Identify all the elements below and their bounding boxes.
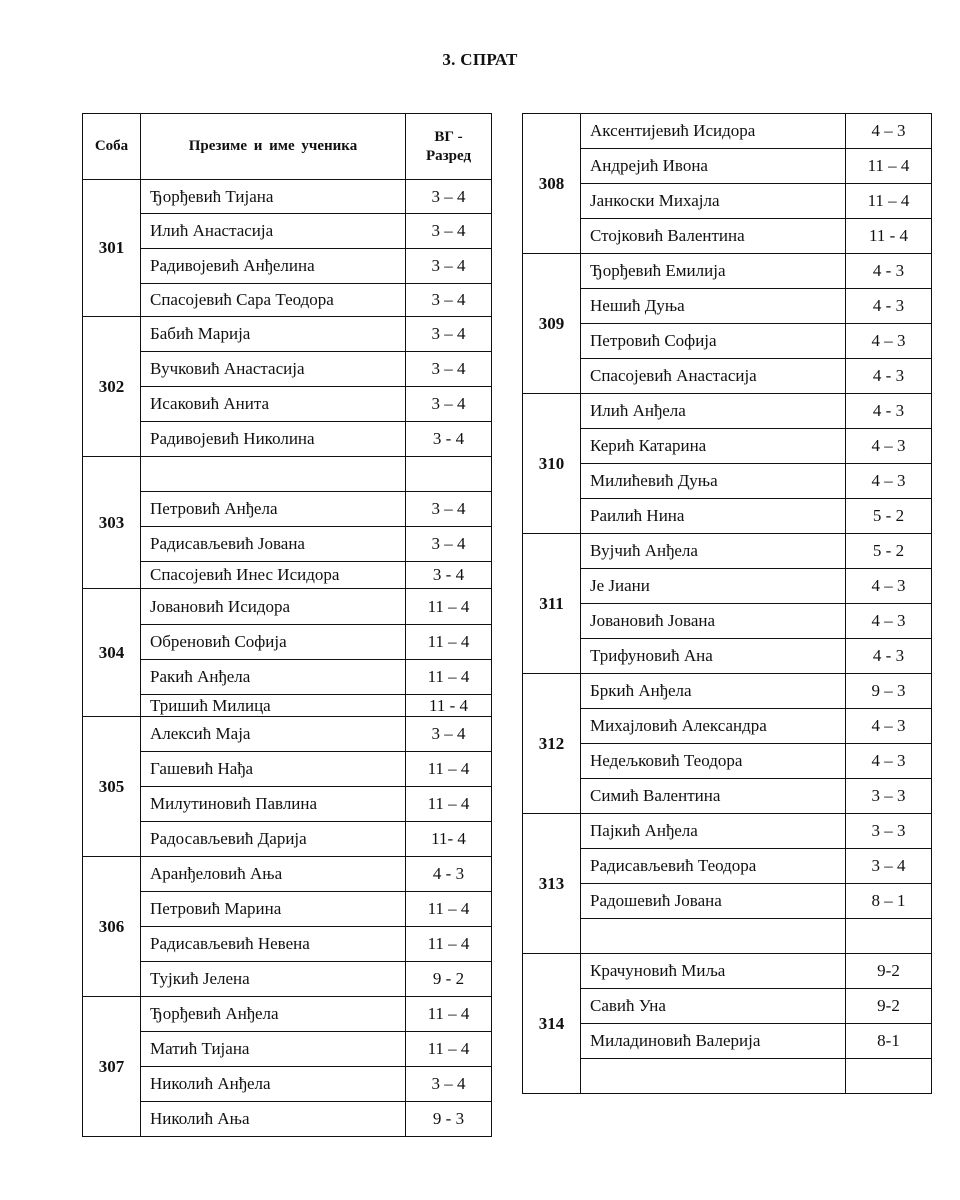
student-name: Гашевић Нађа bbox=[141, 752, 406, 787]
room-number-306: 306 bbox=[83, 857, 141, 997]
room-number-304: 304 bbox=[83, 589, 141, 717]
table-row bbox=[523, 569, 932, 604]
student-grade: 11 – 4 bbox=[406, 625, 492, 660]
table-row bbox=[83, 317, 492, 352]
student-name: Радошевић Јована bbox=[581, 884, 846, 919]
table-row bbox=[83, 1032, 492, 1067]
student-grade: 9-2 bbox=[846, 989, 932, 1024]
student-name: Бабић Марија bbox=[141, 317, 406, 352]
student-name: Ђорђевић Тијана bbox=[141, 180, 406, 214]
student-grade: 4 – 3 bbox=[846, 324, 932, 359]
student-name: Николић Анђела bbox=[141, 1067, 406, 1102]
table-row bbox=[523, 114, 932, 149]
student-grade: 4 – 3 bbox=[846, 569, 932, 604]
student-name bbox=[141, 457, 406, 492]
student-grade: 11 - 4 bbox=[846, 219, 932, 254]
table-row bbox=[83, 249, 492, 284]
table-row bbox=[523, 254, 932, 289]
table-row bbox=[523, 499, 932, 534]
student-name: Вујчић Анђела bbox=[581, 534, 846, 569]
student-grade: 4 - 3 bbox=[846, 289, 932, 324]
table-row bbox=[83, 422, 492, 457]
table-row bbox=[523, 149, 932, 184]
table-row bbox=[83, 527, 492, 562]
table-row bbox=[523, 359, 932, 394]
table-row bbox=[83, 387, 492, 422]
student-name: Николић Ања bbox=[141, 1102, 406, 1137]
table-row bbox=[523, 219, 932, 254]
student-grade: 3 – 4 bbox=[406, 214, 492, 249]
student-grade bbox=[406, 457, 492, 492]
student-grade: 9 - 3 bbox=[406, 1102, 492, 1137]
student-grade: 4 – 3 bbox=[846, 744, 932, 779]
student-grade: 3 – 4 bbox=[406, 492, 492, 527]
student-grade: 9 – 3 bbox=[846, 674, 932, 709]
room-number-303: 303 bbox=[83, 457, 141, 589]
student-grade: 8-1 bbox=[846, 1024, 932, 1059]
student-grade: 5 - 2 bbox=[846, 534, 932, 569]
student-name: Пајкић Анђела bbox=[581, 814, 846, 849]
table-row bbox=[523, 534, 932, 569]
student-grade: 4 - 3 bbox=[846, 254, 932, 289]
table-row bbox=[83, 892, 492, 927]
table-row bbox=[83, 589, 492, 625]
table-row bbox=[83, 284, 492, 317]
table-row bbox=[83, 997, 492, 1032]
student-grade: 3 – 4 bbox=[406, 352, 492, 387]
student-grade: 11 – 4 bbox=[406, 997, 492, 1032]
student-name: Милићевић Дуња bbox=[581, 464, 846, 499]
student-grade: 11 – 4 bbox=[406, 1032, 492, 1067]
student-name: Јанкоски Михајла bbox=[581, 184, 846, 219]
student-name: Радивојевић Николина bbox=[141, 422, 406, 457]
student-grade: 4 - 3 bbox=[846, 359, 932, 394]
student-name: Спасојевић Анастасија bbox=[581, 359, 846, 394]
student-grade: 11 – 4 bbox=[406, 927, 492, 962]
student-grade: 11 – 4 bbox=[406, 660, 492, 695]
student-grade: 3 – 4 bbox=[406, 180, 492, 214]
student-name: Ђорђевић Анђела bbox=[141, 997, 406, 1032]
student-name: Савић Уна bbox=[581, 989, 846, 1024]
table-row bbox=[83, 1067, 492, 1102]
student-name: Јовановић Јована bbox=[581, 604, 846, 639]
student-grade: 3 – 3 bbox=[846, 779, 932, 814]
student-name: Матић Тијана bbox=[141, 1032, 406, 1067]
table-row bbox=[523, 849, 932, 884]
student-name: Недељковић Теодора bbox=[581, 744, 846, 779]
table-row bbox=[83, 927, 492, 962]
table-row bbox=[83, 717, 492, 752]
student-name: Керић Катарина bbox=[581, 429, 846, 464]
student-grade: 3 – 4 bbox=[846, 849, 932, 884]
student-name: Трифуновић Ана bbox=[581, 639, 846, 674]
student-grade: 4 - 3 bbox=[406, 857, 492, 892]
student-name: Раилић Нина bbox=[581, 499, 846, 534]
room-number-313: 313 bbox=[523, 814, 581, 954]
student-name: Крачуновић Миља bbox=[581, 954, 846, 989]
student-grade: 3 - 4 bbox=[406, 422, 492, 457]
student-name: Илић Анастасија bbox=[141, 214, 406, 249]
table-row bbox=[83, 695, 492, 717]
table-row bbox=[83, 457, 492, 492]
table-row bbox=[523, 919, 932, 954]
table-row bbox=[523, 744, 932, 779]
student-name: Јовановић Исидора bbox=[141, 589, 406, 625]
student-name: Аксентијевић Исидора bbox=[581, 114, 846, 149]
student-grade: 11 – 4 bbox=[406, 892, 492, 927]
header-room: Соба bbox=[83, 114, 141, 180]
table-row bbox=[523, 604, 932, 639]
table-row bbox=[523, 464, 932, 499]
student-name: Петровић Анђела bbox=[141, 492, 406, 527]
room-number-302: 302 bbox=[83, 317, 141, 457]
student-name: Спасојевић Сара Теодора bbox=[141, 284, 406, 317]
student-grade: 11 – 4 bbox=[846, 149, 932, 184]
table-row bbox=[83, 352, 492, 387]
table-row bbox=[523, 779, 932, 814]
student-name: Миладиновић Валерија bbox=[581, 1024, 846, 1059]
student-name: Вучковић Анастасија bbox=[141, 352, 406, 387]
student-name: Спасојевић Инес Исидора bbox=[141, 562, 406, 589]
room-table-left bbox=[82, 113, 492, 1137]
student-grade: 4 - 3 bbox=[846, 394, 932, 429]
student-name: Радосављевић Дарија bbox=[141, 822, 406, 857]
table-row bbox=[523, 1024, 932, 1059]
room-number-314: 314 bbox=[523, 954, 581, 1094]
student-name: Петровић Марина bbox=[141, 892, 406, 927]
student-name: Тришић Милица bbox=[141, 695, 406, 717]
student-grade: 4 – 3 bbox=[846, 464, 932, 499]
table-row bbox=[83, 492, 492, 527]
student-name: Симић Валентина bbox=[581, 779, 846, 814]
room-number-312: 312 bbox=[523, 674, 581, 814]
student-grade: 11 – 4 bbox=[406, 752, 492, 787]
student-grade: 11 - 4 bbox=[406, 695, 492, 717]
table-header-row bbox=[83, 114, 492, 180]
table-row bbox=[523, 429, 932, 464]
table-row bbox=[523, 814, 932, 849]
room-number-310: 310 bbox=[523, 394, 581, 534]
student-name: Ђорђевић Емилија bbox=[581, 254, 846, 289]
room-number-301: 301 bbox=[83, 180, 141, 317]
room-number-311: 311 bbox=[523, 534, 581, 674]
header-grade: ВГ - Разред bbox=[406, 114, 492, 180]
room-number-307: 307 bbox=[83, 997, 141, 1137]
student-grade bbox=[846, 919, 932, 954]
table-row bbox=[523, 884, 932, 919]
student-grade: 3 – 4 bbox=[406, 527, 492, 562]
student-grade: 4 – 3 bbox=[846, 709, 932, 744]
table-row bbox=[83, 1102, 492, 1137]
student-grade: 3 – 4 bbox=[406, 717, 492, 752]
table-row bbox=[83, 787, 492, 822]
room-number-309: 309 bbox=[523, 254, 581, 394]
table-row bbox=[83, 562, 492, 589]
student-grade: 3 – 4 bbox=[406, 284, 492, 317]
table-row bbox=[83, 214, 492, 249]
student-name: Стојковић Валентина bbox=[581, 219, 846, 254]
table-row bbox=[523, 184, 932, 219]
student-grade: 5 - 2 bbox=[846, 499, 932, 534]
student-grade: 4 – 3 bbox=[846, 114, 932, 149]
student-name: Алексић Маја bbox=[141, 717, 406, 752]
table-row bbox=[83, 752, 492, 787]
student-name: Радисављевић Невена bbox=[141, 927, 406, 962]
student-grade: 4 – 3 bbox=[846, 604, 932, 639]
student-name: Нешић Дуња bbox=[581, 289, 846, 324]
student-name: Бркић Анђела bbox=[581, 674, 846, 709]
student-grade: 11 – 4 bbox=[406, 589, 492, 625]
student-grade: 3 – 4 bbox=[406, 387, 492, 422]
student-name: Аранђеловић Ања bbox=[141, 857, 406, 892]
table-row bbox=[523, 989, 932, 1024]
student-grade: 11 – 4 bbox=[846, 184, 932, 219]
student-name: Исаковић Анита bbox=[141, 387, 406, 422]
table-row bbox=[83, 857, 492, 892]
student-name: Петровић Софија bbox=[581, 324, 846, 359]
table-row bbox=[83, 625, 492, 660]
student-name: Радивојевић Анђелина bbox=[141, 249, 406, 284]
student-grade: 8 – 1 bbox=[846, 884, 932, 919]
student-name: Илић Анђела bbox=[581, 394, 846, 429]
table-row bbox=[83, 962, 492, 997]
student-name: Радисављевић Јована bbox=[141, 527, 406, 562]
room-number-308: 308 bbox=[523, 114, 581, 254]
table-row bbox=[83, 822, 492, 857]
student-grade: 3 - 4 bbox=[406, 562, 492, 589]
student-grade: 9 - 2 bbox=[406, 962, 492, 997]
student-grade: 4 – 3 bbox=[846, 429, 932, 464]
student-name: Милутиновић Павлина bbox=[141, 787, 406, 822]
student-name bbox=[581, 919, 846, 954]
table-row bbox=[523, 289, 932, 324]
table-row bbox=[523, 639, 932, 674]
student-grade: 11 – 4 bbox=[406, 787, 492, 822]
student-grade bbox=[846, 1059, 932, 1094]
student-name: Андрејић Ивона bbox=[581, 149, 846, 184]
table-row bbox=[523, 954, 932, 989]
student-grade: 11- 4 bbox=[406, 822, 492, 857]
student-name bbox=[581, 1059, 846, 1094]
table-row bbox=[83, 180, 492, 214]
student-name: Радисављевић Теодора bbox=[581, 849, 846, 884]
room-table-right bbox=[522, 113, 932, 1094]
student-grade: 4 - 3 bbox=[846, 639, 932, 674]
header-name: Презиме и име ученика bbox=[141, 114, 406, 180]
page-title: 3. СПРАТ bbox=[442, 50, 518, 69]
table-row bbox=[83, 660, 492, 695]
student-grade: 3 – 4 bbox=[406, 317, 492, 352]
table-row bbox=[523, 709, 932, 744]
table-row bbox=[523, 324, 932, 359]
student-name: Михајловић Александра bbox=[581, 709, 846, 744]
student-grade: 9-2 bbox=[846, 954, 932, 989]
student-name: Ракић Анђела bbox=[141, 660, 406, 695]
student-grade: 3 – 4 bbox=[406, 1067, 492, 1102]
student-grade: 3 – 4 bbox=[406, 249, 492, 284]
student-grade: 3 – 3 bbox=[846, 814, 932, 849]
student-name: Тујкић Јелена bbox=[141, 962, 406, 997]
table-row bbox=[523, 674, 932, 709]
student-name: Обреновић Софија bbox=[141, 625, 406, 660]
room-number-305: 305 bbox=[83, 717, 141, 857]
table-row bbox=[523, 394, 932, 429]
student-name: Је Јиани bbox=[581, 569, 846, 604]
table-row bbox=[523, 1059, 932, 1094]
